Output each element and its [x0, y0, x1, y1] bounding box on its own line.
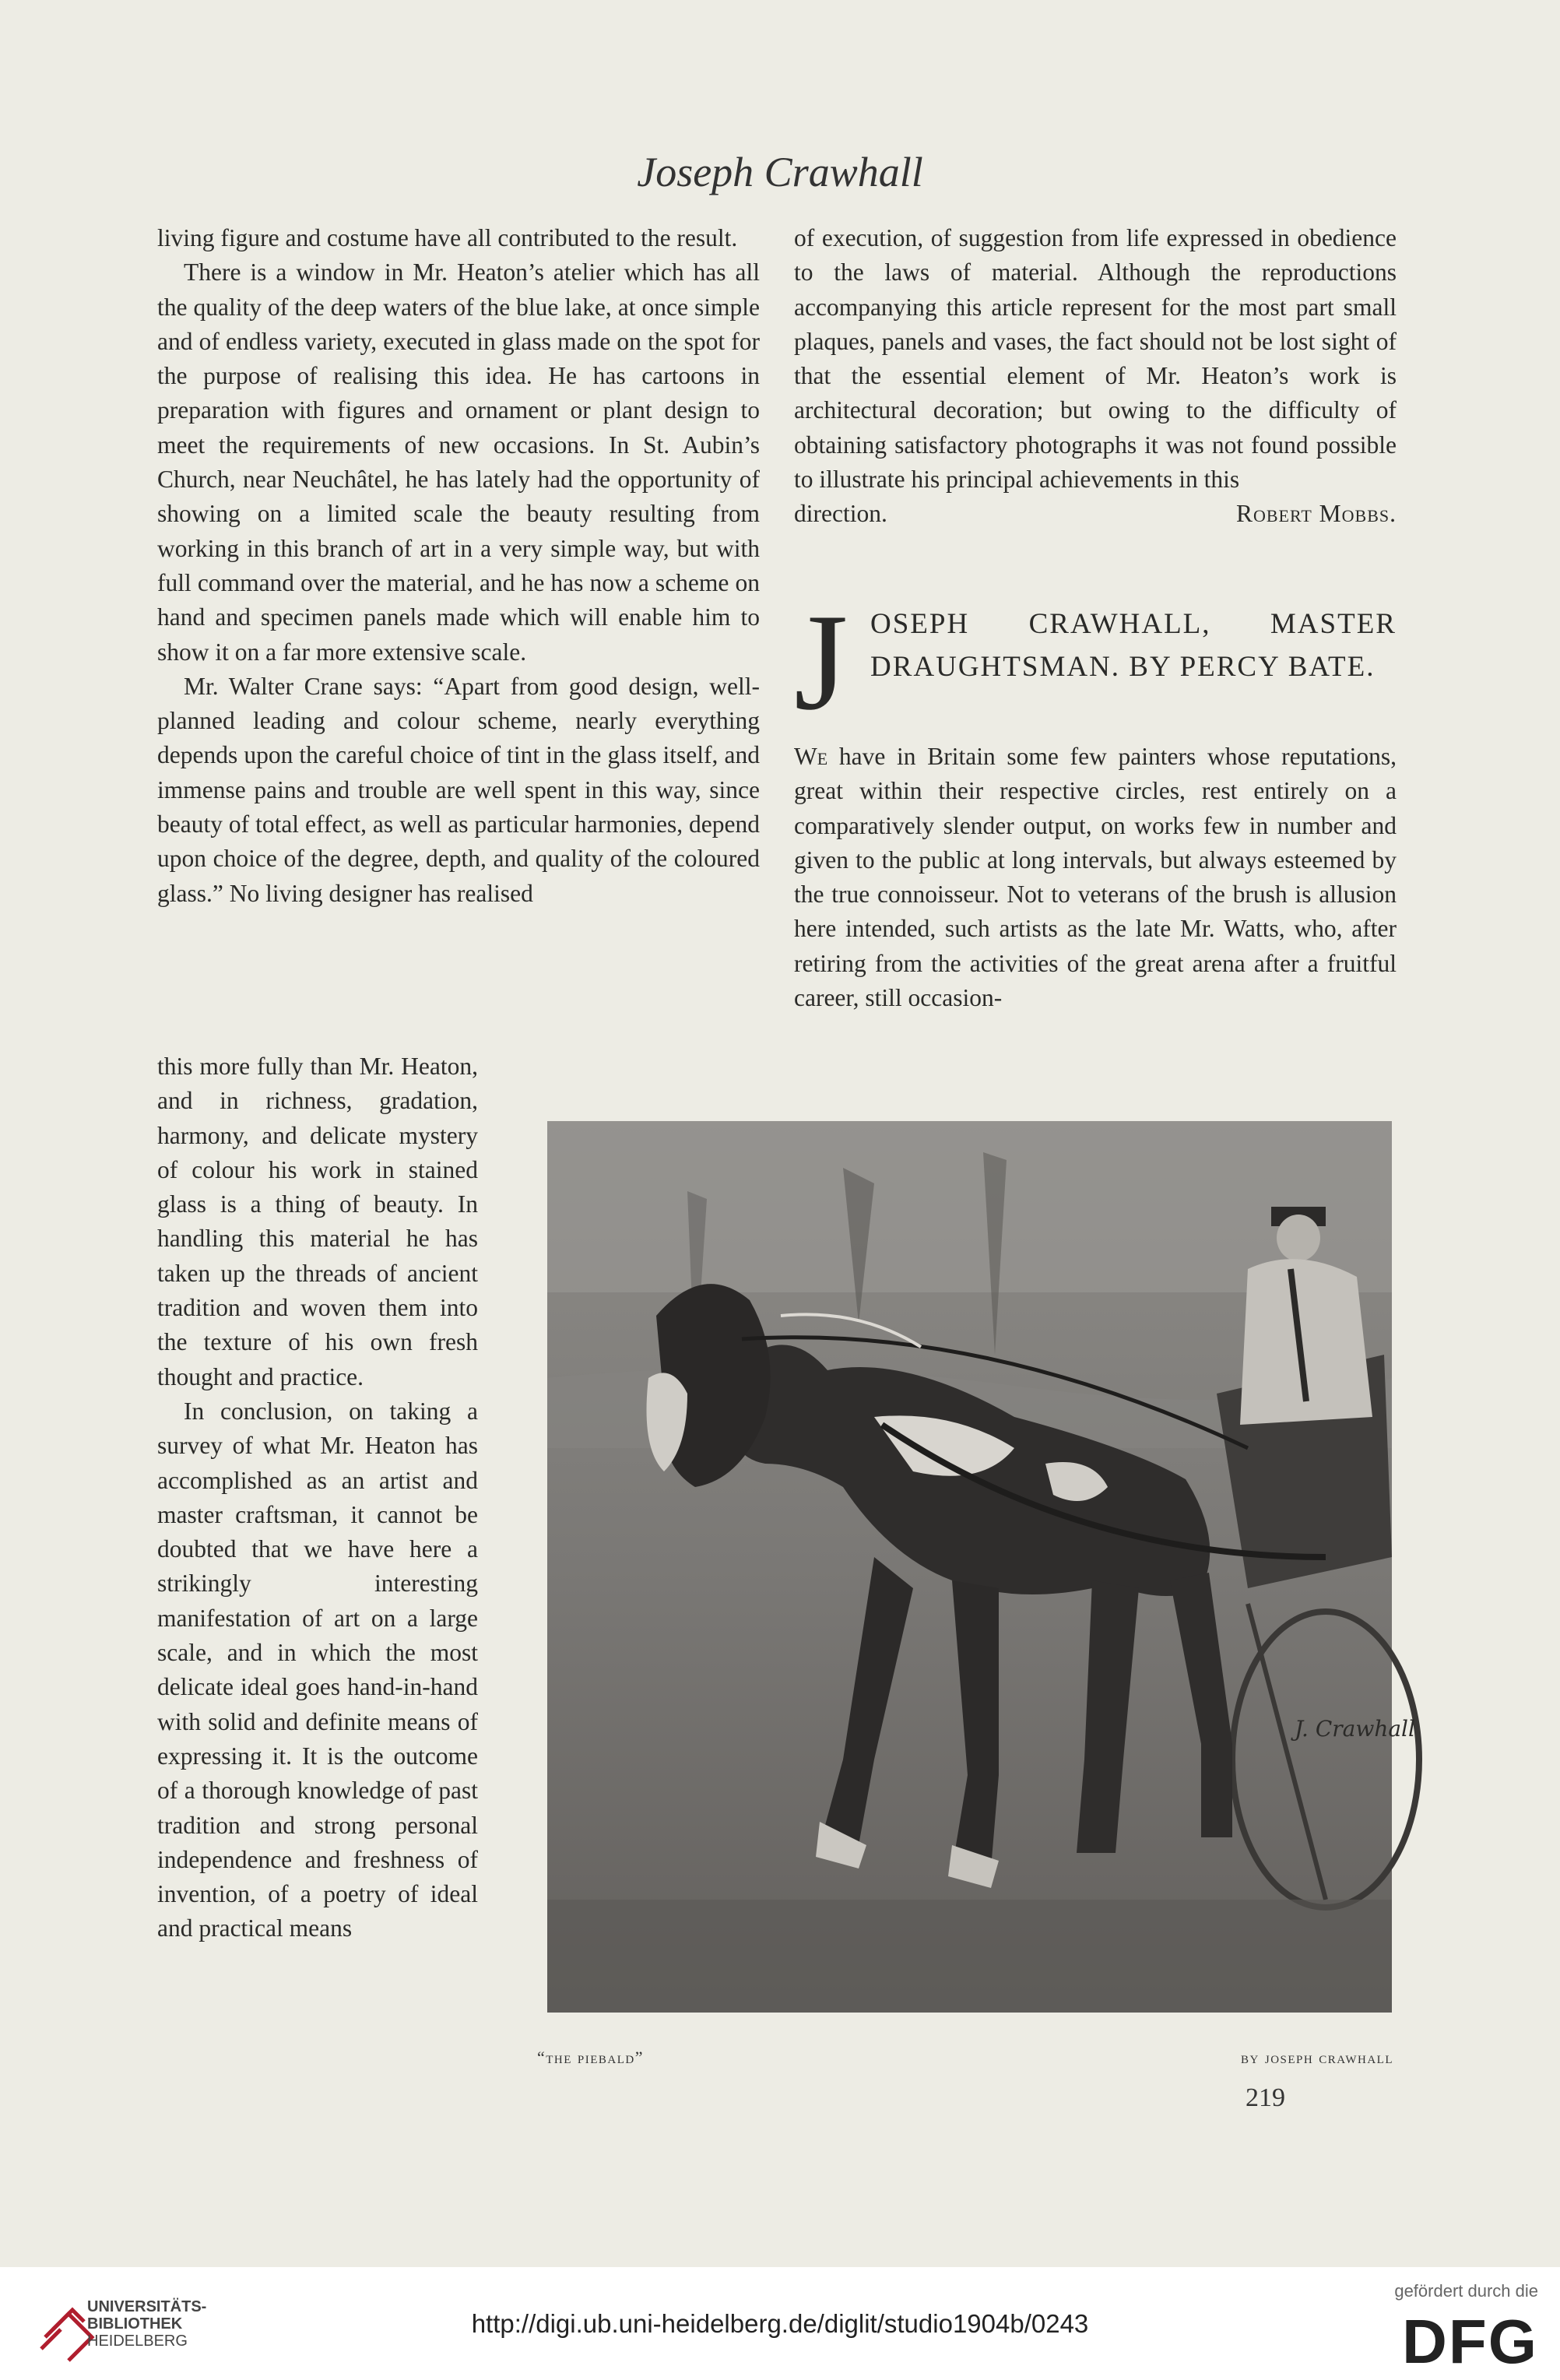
running-head: Joseph Crawhall [637, 149, 923, 195]
funded-by-text: gefördert durch die [1394, 2281, 1538, 2301]
paragraph [794, 740, 1397, 1015]
paragraph: In conclusion, on taking a survey of what Mr. Heaton has accomplished as an artist and master craftsman, it cannot be doubted that we have here a strikingly interesting manifestation of art on a large scale, and in which the most delicate ideal goes hand-in-hand with solid and definite means of expressing it. It is the outcome of a thorough knowledge of past tradition and strong personal independence and freshness of invention, of a poetry of ideal and practical means [157, 1397, 478, 1942]
dfg-logo: DFG [1402, 2307, 1538, 2376]
signature-line [794, 497, 1397, 531]
drop-cap: J [794, 585, 849, 739]
right-column-top [794, 221, 1397, 532]
article-title: OSEPH CRAWHALL, MASTER DRAUGHTSMAN. BY PERCY BATE. [870, 608, 1397, 683]
paragraph: living figure and costume have all contributed to the result. [157, 224, 738, 251]
paragraph: Mr. Walter Crane says: “Apart from good design, well-planned leading and colour scheme, nearly everything depends upon the careful choice of tint in the glass itself, and immense pains and trouble are well spent in this way, since beauty of total effect, as well as particular harmonies, depend upon choice of the degree, depth, and quality of the coloured glass.” No living designer has realised [157, 672, 760, 907]
left-column [157, 221, 760, 911]
library-line: BIBLIOTHEK [87, 2315, 183, 2333]
page-number: 219 [1246, 2083, 1285, 2112]
painting-signature: J. Crawhall [1295, 1716, 1415, 1742]
narrow-column [157, 1049, 478, 1946]
author-signature: Robert Mobbs. [1235, 500, 1397, 528]
library-line: UNIVERSITÄTS- [87, 2298, 207, 2315]
plate-caption-credit: by joseph crawhall [1241, 2048, 1393, 2067]
right-column-body [794, 740, 1397, 1015]
paragraph: this more fully than Mr. Heaton, and in richness, gradation, harmony, and delicate mystery of colour his work in stained glass is a thing of beauty. In handling this material he has taken up the threads of ancient tradition and woven them into the texture of his own fresh thought and practice. [157, 1053, 478, 1390]
digitization-footer [0, 2267, 1560, 2380]
plate-illustration [547, 1121, 1415, 2013]
paragraph: There is a window in Mr. Heaton’s atelier which has all the quality of the deep waters of the blue lake, at once simple and of endless variety, executed in glass made on the spot for the purpose of realising this idea. He has cartoons in preparation with figures and ornament or plant design to meet the requirements of new occasions. In St. Aubin’s Church, near Neuchâtel, he has lately had the opportunity of showing on a limited scale the beauty resulting from working in this branch of art in a very simple way, but with full command over the material, and he has now a scheme on hand and specimen panels made which will enable him to show it on a far more extensive scale. [157, 258, 760, 666]
lead-word: We [794, 743, 828, 770]
source-url-link[interactable]: http://digi.ub.uni-heidelberg.de/diglit/studio1904b/0243 [471, 2309, 1089, 2338]
article-heading [794, 585, 1397, 739]
paragraph-text: have in Britain some few painters whose reputations, great within their respective circles, rest entirely on a comparatively slender output, on works few in number and given to the public at long intervals, but always esteemed by the true connoisseur. Not to veterans of the brush is allusion here intended, such artists as the late Mr. Watts, who, after retiring from the activities of the great arena after a fruitful career, still occasion- [794, 743, 1397, 1012]
piebald-horse-image [547, 1121, 1415, 2013]
library-line: HEIDELBERG [87, 2333, 188, 2350]
paragraph: of execution, of suggestion from life expressed in obedience to the laws of material. Although the reproductions accompanying this article represent for the most part small plaques, panels and vases, the fact should not be lost sight of that the essential element of Mr. Heaton’s work is architectural decoration; but owing to the difficulty of obtaining satisfactory photographs it was not found possible to illustrate his principal achievements in this [794, 224, 1397, 494]
plate-caption-title: “the piebald” [537, 2048, 645, 2067]
last-line: direction. [794, 500, 887, 528]
